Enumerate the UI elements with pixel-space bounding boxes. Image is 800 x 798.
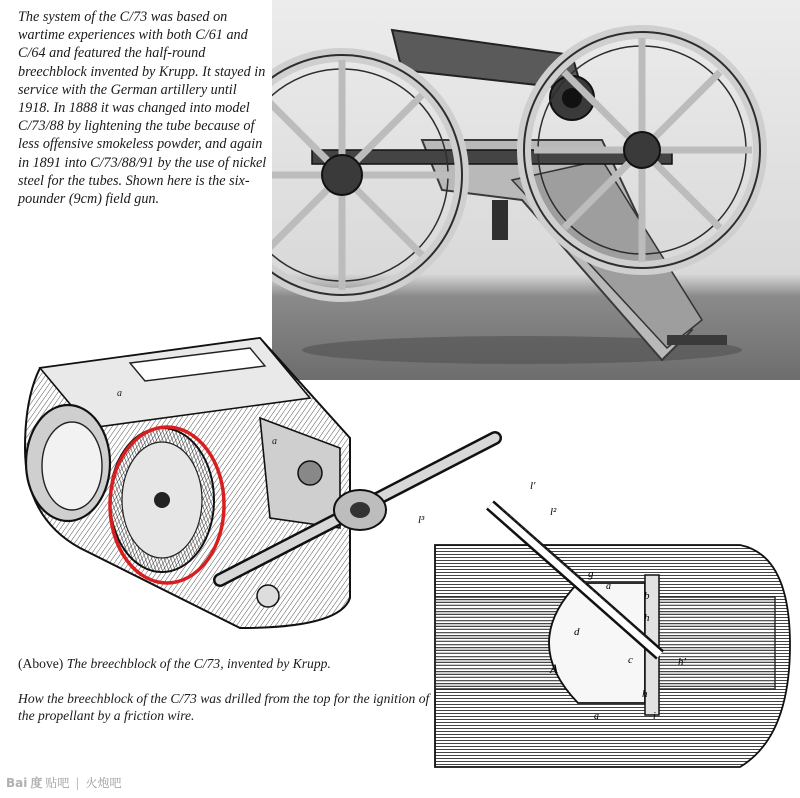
cross-section-engraving [410, 475, 800, 775]
bore-inner [42, 422, 102, 510]
label-h-low: h [642, 688, 648, 700]
label-d: d [574, 626, 580, 638]
lower-knob [257, 585, 279, 607]
baidu-logo: Bai [6, 775, 28, 790]
label-l-prime: l' [530, 480, 536, 492]
label-a-top: a [606, 581, 611, 592]
crank-hub-center [350, 502, 370, 518]
elevating-screw [492, 200, 508, 240]
label-b: b [644, 590, 650, 602]
right-wheel [524, 32, 760, 268]
mechanism-gear [298, 461, 322, 485]
breech-label-top: a [117, 388, 122, 399]
intro-paragraph: The system of the C/73 was based on wartime experiences with both C/61 and C/64 and featured the half-round breechblock invented by Krupp. It stayed in service with the German artillery until 1918. In 1888 it was changed into model C/73/88 by lightening the tube because of less offensive smokeless powder, and again in 1891 into C/73/88/91 by the use of nickel steel for the tubes. Shown here is the six-pounder (9cm) field gun. [18, 9, 267, 208]
tieba-app-name: 贴吧 [45, 776, 70, 790]
label-a-bottom: a [594, 711, 599, 722]
caption-breechblock [18, 655, 438, 672]
firing-hole [154, 492, 170, 508]
caption-prefix: (Above) [18, 656, 67, 671]
forum-name: 火炮吧 [85, 776, 122, 790]
watermark-separator: | [75, 775, 80, 790]
baidu-paw-icon: 度 [30, 776, 43, 790]
trail-spade [667, 335, 727, 345]
label-A: A [550, 661, 558, 676]
caption-drilled: How the breechblock of the C/73 was drilled from the top for the ignition of the propellant by a friction wire. [18, 691, 430, 723]
caption-breechblock-text: The breechblock of the C/73, invented by Krupp. [66, 656, 331, 671]
label-c: c [628, 654, 633, 666]
label-l2: l² [550, 506, 557, 518]
field-gun-photo [272, 0, 800, 380]
label-l3: l³ [418, 514, 425, 526]
label-i: i [653, 711, 656, 722]
label-h: h [644, 612, 650, 624]
label-h-prime: h' [678, 656, 686, 668]
breech-label-side: a [272, 436, 277, 447]
label-g: g [588, 568, 594, 580]
baidu-tieba-watermark [6, 774, 121, 791]
